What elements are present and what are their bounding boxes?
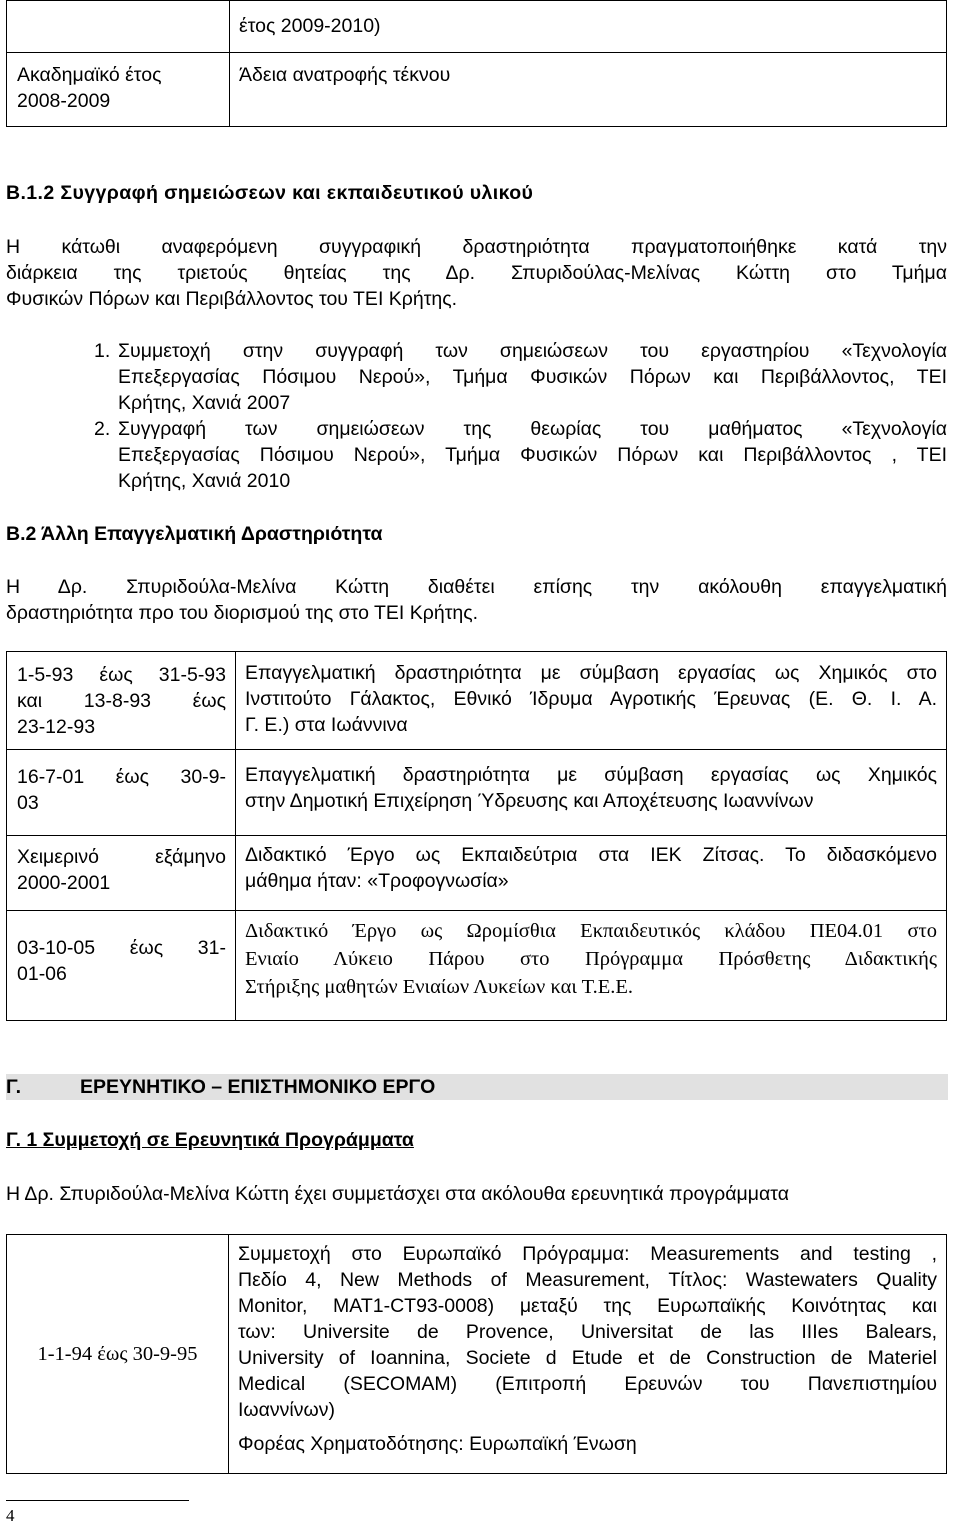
leave-table-empty-cell	[7, 1, 230, 53]
page-number: 4	[6, 1506, 15, 1525]
table-cell-desc-line: στην Δημοτική Επιχείρηση Ύδρευσης και Αποχέτευσης Ιωαννίνων	[245, 790, 814, 812]
footer-rule	[6, 1500, 189, 1501]
table-cell-desc	[236, 911, 947, 1021]
table-cell-date-line: 03-10-05 έως 31-	[17, 937, 226, 959]
list-item-line: Επεξεργασίας Πόσιμου Νερού», Τμήμα Φυσικών Πόρων και Περιβάλλοντος, ΤΕΙ	[118, 366, 947, 388]
table-cell-date	[7, 652, 236, 750]
research-programs-table	[6, 1234, 947, 1474]
section-b12-intro-line: διάρκεια της τριετούς θητείας της Δρ. Σπυριδούλας-Μελίνας Κώττη στο Τμήμα	[6, 262, 947, 284]
section-b12-heading: Β.1.2 Συγγραφή σημειώσεων και εκπαιδευτικού υλικού	[6, 182, 534, 204]
list-item-line: Επεξεργασίας Πόσιμου Νερού», Τμήμα Φυσικών Πόρων και Περιβάλλοντος , ΤΕΙ	[118, 444, 947, 466]
program-desc-line: Medical (SECOMAM) (Επιτροπή Ερευνών του Πανεπιστημίου	[238, 1373, 937, 1395]
table-row	[7, 911, 947, 1021]
section-c-heading-bar	[6, 1074, 948, 1100]
section-c-title: ΕΡΕΥΝΗΤΙΚΟ – ΕΠΙΣΤΗΜΟΝΙΚΟ ΕΡΓΟ	[80, 1076, 436, 1098]
leave-table-year-line2: 2008-2009	[17, 90, 111, 112]
program-desc-line: University of Ioannina, Societe d Etude et de Construction de Materiel	[238, 1347, 937, 1369]
section-b12-intro	[6, 234, 947, 312]
list-item-number: 1.	[94, 340, 111, 362]
table-cell-date-line: και 13-8-93 έως	[17, 690, 226, 712]
table-cell-desc-line: Διδακτικό Έργο ως Εκπαιδεύτρια στα ΙΕΚ Ζίτσας. Το διδασκόμενο	[245, 844, 937, 866]
program-desc-line: των: Universite de Provence, Universitat de las IIIes Balears,	[238, 1321, 937, 1343]
section-c1-intro: Η Δρ. Σπυριδούλα-Μελίνα Κώττη έχει συμμετάσχει στα ακόλουθα ερευνητικά προγράμματα	[6, 1183, 789, 1205]
program-funding: Φορέας Χρηματοδότησης: Ευρωπαϊκή Ένωση	[238, 1433, 637, 1455]
table-cell-date	[7, 911, 236, 1021]
table-cell-date-line: 1-5-93 έως 31-5-93	[17, 664, 226, 686]
program-desc-cell	[229, 1235, 947, 1474]
table-cell-desc-line: Στήριξης μαθητών Ενιαίων Λυκείων και Τ.Ε.Ε.	[245, 976, 634, 998]
program-date: 1-1-94 έως 30-9-95	[37, 1343, 198, 1365]
section-b2-intro	[6, 574, 947, 626]
section-b2-heading: Β.2 Άλλη Επαγγελματική Δραστηριότητα	[6, 523, 383, 545]
leave-table-cont-cell	[230, 1, 947, 53]
table-cell-date-line: 23-12-93	[17, 716, 96, 738]
list-item-line: Συμμετοχή στην συγγραφή των σημειώσεων του εργαστηρίου «Τεχνολογία	[118, 340, 947, 362]
table-row	[7, 652, 947, 750]
table-cell-date	[7, 750, 236, 836]
list-item-line: Κρήτης, Χανιά 2010	[118, 470, 291, 492]
table-cell-desc	[236, 652, 947, 750]
list-item	[6, 416, 947, 494]
table-cell-desc	[236, 836, 947, 911]
leave-table-desc-text: Άδεια ανατροφής τέκνου	[239, 64, 451, 86]
leave-table-desc-cell	[230, 53, 947, 127]
table-cell-date	[7, 836, 236, 911]
table-row	[7, 836, 947, 911]
program-desc-line: Συμμετοχή στο Ευρωπαϊκό Πρόγραμμα: Measurements and testing ,	[238, 1243, 937, 1265]
table-cell-date-line: Χειμερινό εξάμηνο	[17, 846, 226, 868]
table-cell-desc-line: μάθημα ήταν: «Τροφογνωσία»	[245, 870, 509, 892]
section-b12-intro-line: Η κάτωθι αναφερόμενη συγγραφική δραστηριότητα πραγματοποιήθηκε κατά την	[6, 236, 947, 258]
section-b2-intro-line: δραστηριότητα προ του διορισμού της στο ΤΕΙ Κρήτης.	[6, 602, 479, 624]
program-date-cell	[7, 1235, 229, 1474]
table-row	[7, 750, 947, 836]
program-desc-line: Ιωαννίνων)	[238, 1399, 335, 1421]
table-cell-desc-line: Επαγγελματική δραστηριότητα με σύμβαση εργασίας ως Χημικός στο	[245, 662, 937, 684]
section-c1-heading: Γ. 1 Συμμετοχή σε Ερευνητικά Προγράμματα	[6, 1129, 414, 1151]
section-c-letter: Γ.	[6, 1076, 21, 1098]
leave-table-cont-text: έτος 2009-2010)	[239, 15, 381, 37]
list-item-number: 2.	[94, 418, 111, 440]
table-cell-desc-line: Γ. Ε.) στα Ιωάννινα	[245, 714, 408, 736]
section-b12-intro-line: Φυσικών Πόρων και Περιβάλλοντος του ΤΕΙ Κρήτης.	[6, 288, 458, 310]
section-b2-intro-line: Η Δρ. Σπυριδούλα-Μελίνα Κώττη διαθέτει επίσης την ακόλουθη επαγγελματική	[6, 576, 947, 598]
table-cell-date-line: 01-06	[17, 963, 67, 985]
work-experience-table	[6, 651, 947, 1021]
table-cell-desc	[236, 750, 947, 836]
list-item-line: Κρήτης, Χανιά 2007	[118, 392, 291, 414]
table-cell-date-line: 16-7-01 έως 30-9-	[17, 766, 226, 788]
list-item	[6, 338, 947, 416]
table-row	[7, 1235, 947, 1474]
table-cell-desc-line: Διδακτικό Έργο ως Ωρομίσθια Εκπαιδευτικός κλάδου ΠΕ04.01 στο	[245, 920, 937, 942]
list-item-line: Συγγραφή των σημειώσεων της θεωρίας του μαθήματος «Τεχνολογία	[118, 418, 947, 440]
table-cell-desc-line: Ενιαίο Λύκειο Πάρου στο Πρόγραμμα Πρόσθετης Διδακτικής	[245, 948, 937, 970]
section-b12-list	[6, 338, 947, 494]
table-cell-date-line: 2000-2001	[17, 872, 111, 894]
leave-table-year-cell	[7, 53, 230, 127]
program-desc-line: Monitor, MAT1-CT93-0008) μεταξύ της Ευρωπαϊκής Κοινότητας και	[238, 1295, 937, 1317]
table-cell-desc-line: Επαγγελματική δραστηριότητα με σύμβαση εργασίας ως Χημικός	[245, 764, 937, 786]
leave-table-year-line1: Ακαδημαϊκό έτος	[17, 64, 162, 86]
leave-table	[6, 0, 947, 127]
program-desc-line: Πεδίο 4, New Methods of Measurement, Τίτλος: Wastewaters Quality	[238, 1269, 937, 1291]
table-cell-desc-line: Ινστιτούτο Γάλακτος, Εθνικό Ίδρυμα Αγροτικής Έρευνας (Ε. Θ. Ι. Α.	[245, 688, 937, 710]
table-cell-date-line: 03	[17, 792, 39, 814]
